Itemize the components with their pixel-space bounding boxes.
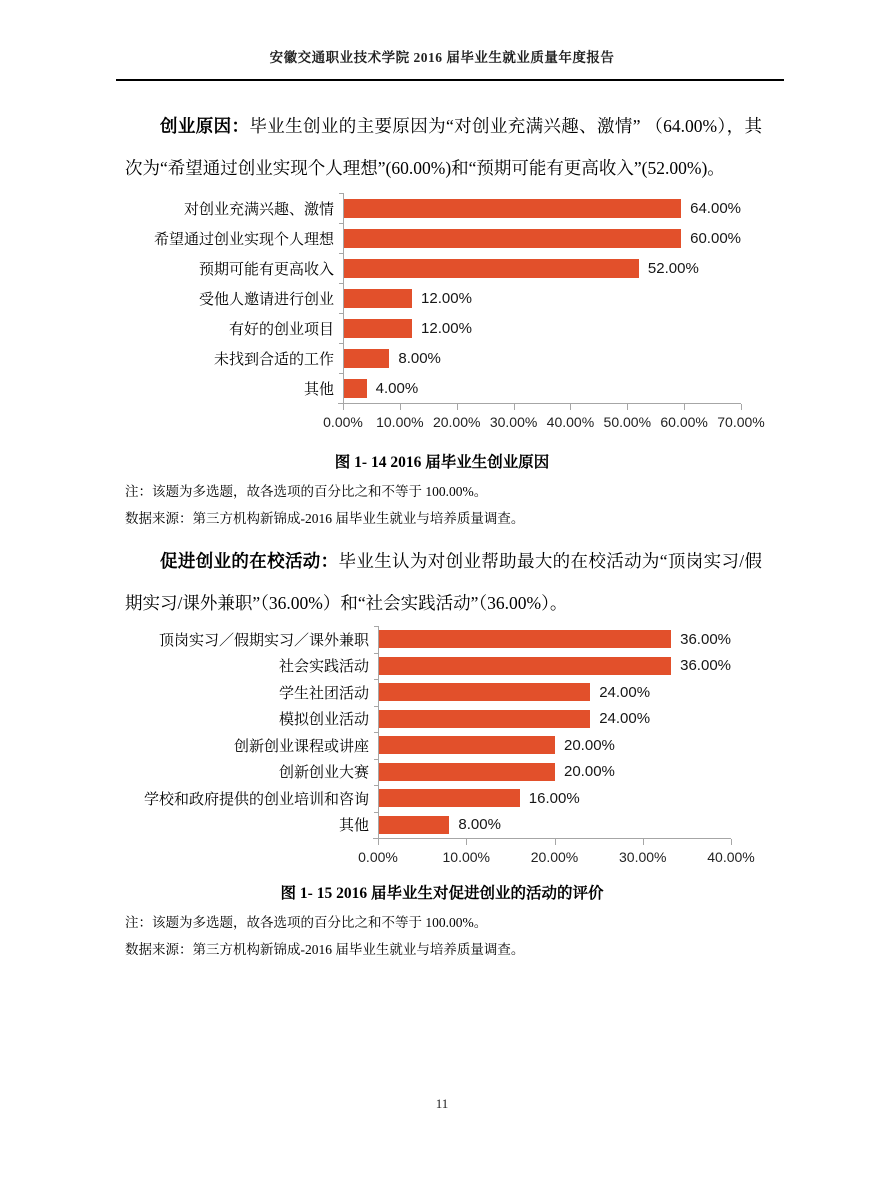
data-bar — [379, 816, 449, 834]
data-label: 24.00% — [599, 683, 651, 701]
data-bar — [344, 379, 367, 398]
category-label: 受他人邀请进行创业 — [198, 291, 334, 308]
plot-cell — [343, 253, 741, 283]
plot-cell — [343, 313, 741, 343]
data-label: 4.00% — [375, 379, 419, 397]
y-axis-tick — [339, 313, 344, 314]
data-label: 24.00% — [599, 710, 651, 728]
data-bar — [344, 289, 412, 308]
chart-row — [130, 253, 884, 283]
y-axis-tick — [339, 223, 344, 224]
plot-cell — [378, 706, 731, 733]
x-axis-tick — [570, 404, 571, 410]
data-bar — [379, 710, 590, 728]
x-axis — [358, 838, 755, 872]
data-bar — [344, 259, 639, 278]
x-axis-tick — [741, 404, 742, 410]
page-header: 安徽交通职业技术学院 2016 届毕业生就业质量年度报告 — [269, 50, 615, 65]
figure-notes — [125, 909, 762, 963]
data-label: 64.00% — [690, 199, 741, 217]
x-axis-tick-label: 0.00% — [323, 414, 363, 430]
y-axis-tick — [339, 343, 344, 344]
x-axis-tick — [400, 404, 401, 410]
category-label: 社会实践活动 — [278, 659, 369, 676]
data-bar — [379, 630, 671, 648]
x-axis-tick-label: 0.00% — [358, 849, 398, 865]
plot-cell — [343, 373, 741, 403]
y-axis-tick — [374, 679, 379, 680]
plot-cell — [378, 653, 731, 680]
x-axis-tick-label: 10.00% — [376, 414, 424, 430]
y-axis-tick — [374, 759, 379, 760]
chart-row — [130, 759, 884, 786]
plot-cell — [378, 785, 731, 812]
plot-cell — [378, 679, 731, 706]
x-axis-tick-label: 60.00% — [660, 414, 708, 430]
y-axis-tick — [374, 785, 379, 786]
data-label: 20.00% — [564, 736, 615, 754]
figure-caption-1-15: 图 1- 15 2016 届毕业生对促进创业的活动的评价 — [280, 885, 604, 902]
header-divider — [116, 79, 784, 81]
chart-row — [130, 343, 884, 373]
chart-row — [130, 626, 884, 653]
data-label: 12.00% — [421, 289, 472, 307]
plot-cell — [343, 343, 741, 373]
chart-row — [130, 679, 884, 706]
y-axis-tick — [374, 732, 379, 733]
plot-cell — [378, 732, 731, 759]
chart-row — [130, 373, 884, 403]
x-axis-tick-label: 20.00% — [432, 414, 481, 430]
x-axis-tick-label: 40.00% — [546, 414, 595, 430]
data-label: 36.00% — [680, 630, 731, 648]
paragraph-body: 毕业生创业的主要原因为“对创业充满兴趣、激情” （64.00%），其次为“希望通过创业实现个人理想”(60.00%)和“预期可能有更高收入”(52.00%)。 — [125, 116, 762, 178]
figure-caption-1-14: 图 1- 14 2016 届毕业生创业原因 — [334, 454, 550, 471]
data-label: 12.00% — [421, 319, 472, 337]
x-axis-tick-label: 20.00% — [530, 849, 579, 865]
data-bar — [379, 683, 590, 701]
data-bar — [379, 789, 520, 807]
category-label: 创新创业大赛 — [278, 765, 369, 782]
chart-row — [130, 223, 884, 253]
chart-row — [130, 732, 884, 759]
data-bar — [344, 349, 389, 368]
category-label: 其他 — [303, 381, 334, 398]
category-label: 模拟创业活动 — [278, 712, 369, 729]
category-label: 创新创业课程或讲座 — [233, 738, 369, 755]
plot-cell — [343, 283, 741, 313]
paragraph-body: 毕业生认为对创业帮助最大的在校活动为“顶岗实习/假期实习/课外兼职”（36.00%）和“社会实践活动”（36.00%）。 — [125, 551, 762, 613]
x-axis-tick-label: 30.00% — [489, 414, 538, 430]
note-line: 注：该题为多选题，故各选项的百分比之和不等于 100.00%。 — [125, 484, 488, 499]
data-bar — [344, 229, 681, 248]
plot-cell — [378, 759, 731, 786]
y-axis-tick — [339, 373, 344, 374]
chart-row — [130, 313, 884, 343]
note-line: 注：该题为多选题，故各选项的百分比之和不等于 100.00%。 — [125, 915, 488, 930]
y-axis-tick — [339, 193, 344, 194]
paragraph-startup-reasons — [125, 105, 762, 189]
data-label: 60.00% — [690, 229, 741, 247]
chart-row — [130, 812, 884, 839]
y-axis-tick — [374, 812, 379, 813]
bar-chart-startup-reasons — [130, 193, 884, 437]
y-axis-tick — [374, 626, 379, 627]
chart-row — [130, 706, 884, 733]
paragraph-lead: 创业原因： — [160, 116, 250, 136]
x-axis-tick-label: 70.00% — [717, 414, 765, 430]
data-label: 52.00% — [647, 259, 699, 277]
category-label: 对创业充满兴趣、激情 — [183, 201, 334, 218]
plot-cell — [378, 626, 731, 653]
category-label: 学生社团活动 — [278, 685, 369, 702]
category-label: 希望通过创业实现个人理想 — [153, 231, 334, 248]
x-axis-tick-label: 30.00% — [619, 849, 667, 865]
data-bar — [379, 763, 555, 781]
paragraph-lead: 促进创业的在校活动： — [160, 551, 339, 571]
category-label: 未找到合适的工作 — [213, 351, 334, 368]
x-axis-tick — [514, 404, 515, 410]
data-label: 36.00% — [680, 657, 731, 675]
plot-cell — [378, 812, 731, 839]
chart-rows — [130, 193, 884, 403]
x-axis-tick — [684, 404, 685, 410]
x-axis-tick — [731, 839, 732, 845]
data-bar — [379, 736, 555, 754]
x-axis — [323, 403, 765, 437]
category-label: 其他 — [338, 818, 369, 835]
category-label: 预期可能有更高收入 — [198, 261, 334, 278]
category-label: 顶岗实习／假期实习／课外兼职 — [158, 632, 369, 649]
data-bar — [379, 657, 671, 675]
y-axis-tick — [374, 653, 379, 654]
data-bar — [344, 319, 412, 338]
x-axis-tick-label: 50.00% — [603, 414, 652, 430]
figure-notes — [125, 478, 762, 532]
data-label: 8.00% — [458, 816, 501, 834]
chart-row — [130, 653, 884, 680]
y-axis-tick — [339, 253, 344, 254]
x-axis-tick — [378, 839, 379, 845]
category-label: 有好的创业项目 — [228, 321, 334, 338]
data-label: 16.00% — [528, 789, 580, 807]
x-axis-tick — [466, 839, 467, 845]
x-axis-tick — [627, 404, 628, 410]
chart-row — [130, 785, 884, 812]
x-axis-tick — [343, 404, 344, 410]
x-axis-tick — [643, 839, 644, 845]
x-axis-tick-label: 10.00% — [442, 849, 490, 865]
y-axis-tick — [374, 706, 379, 707]
source-line: 数据来源：第三方机构新锦成-2016 届毕业生就业与培养质量调查。 — [125, 511, 525, 526]
x-axis-tick-label: 40.00% — [707, 849, 755, 865]
x-axis-tick — [457, 404, 458, 410]
data-label: 20.00% — [564, 763, 615, 781]
page-number: 11 — [435, 1096, 449, 1111]
plot-cell — [343, 223, 741, 253]
source-line: 数据来源：第三方机构新锦成-2016 届毕业生就业与培养质量调查。 — [125, 942, 525, 957]
paragraph-campus-activities — [125, 540, 762, 624]
chart-rows — [130, 626, 884, 838]
x-axis-tick — [555, 839, 556, 845]
data-label: 8.00% — [398, 349, 441, 367]
chart-row — [130, 193, 884, 223]
plot-cell — [343, 193, 741, 223]
y-axis-tick — [339, 283, 344, 284]
chart-row — [130, 283, 884, 313]
category-label: 学校和政府提供的创业培训和咨询 — [143, 791, 369, 808]
bar-chart-campus-activities — [130, 626, 884, 872]
data-bar — [344, 199, 681, 218]
